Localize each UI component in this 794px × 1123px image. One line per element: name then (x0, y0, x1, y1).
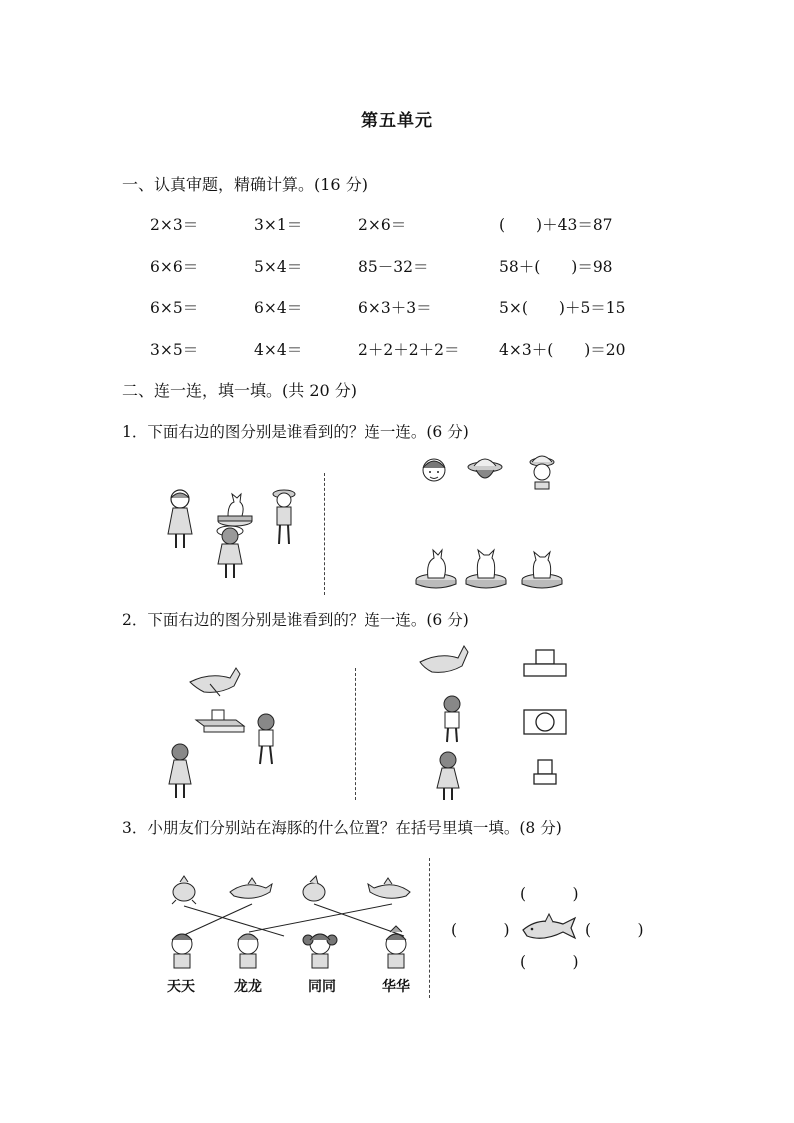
bird-icon (190, 668, 240, 696)
q2-views-column (520, 648, 570, 788)
cat-view-2-icon (466, 550, 506, 588)
girl-back-figure-icon (217, 526, 243, 578)
calc-item: 6×3＋3＝ (358, 299, 432, 317)
q3-scene-illustration (164, 874, 420, 970)
bird-viewer-icon (420, 646, 468, 672)
kid-name-label: 华华 (382, 979, 410, 995)
center-dolphin-icon (519, 912, 579, 944)
kid-name-label: 同同 (308, 979, 336, 995)
hat-back-view-icon (468, 459, 502, 478)
question-2-text: 2．下面右边的图分别是谁看到的？连一连。(6 分) (122, 611, 469, 629)
q2-divider (355, 668, 356, 800)
front-view-shape-icon (524, 650, 566, 676)
boy-side-view-icon (530, 456, 554, 489)
calc-item: 5×4＝ (254, 258, 303, 276)
kid-huahua-icon (386, 926, 406, 968)
cat-view-3-icon (522, 552, 562, 588)
section-1-heading: 一、认真审题，精确计算。(16 分) (122, 175, 368, 194)
q1-scene-illustration (160, 486, 310, 581)
dolphin-front-view-icon (172, 876, 196, 904)
calc-item: 2×6＝ (358, 216, 407, 234)
kid-name-label: 天天 (167, 979, 195, 995)
calc-item: 58＋( )＝98 (499, 258, 613, 276)
blank-right[interactable]: ( ) (585, 921, 644, 939)
kid-tiantian-icon (172, 934, 192, 968)
blank-front[interactable]: ( ) (520, 885, 579, 903)
cat-on-stand-icon (218, 494, 252, 526)
question-3-text: 3．小朋友们分别站在海豚的什么位置？在括号里填一填。(8 分) (122, 819, 562, 837)
question-1-text: 1．下面右边的图分别是谁看到的？连一连。(6 分) (122, 423, 469, 441)
q3-divider (429, 858, 430, 998)
girl-face-view-icon (423, 459, 445, 481)
dolphin-side-right-icon (368, 878, 410, 898)
calc-item: 2×3＝ (150, 216, 199, 234)
calc-item: 4×3＋( )＝20 (499, 341, 626, 359)
calc-item: 85－32＝ (358, 258, 429, 276)
dolphin-side-left-icon (230, 878, 272, 898)
q2-viewers-column (418, 642, 478, 802)
girl-figure-icon (168, 490, 192, 548)
section-2-heading: 二、连一连，填一填。(共 20 分) (122, 381, 358, 400)
cat-view-1-icon (416, 550, 456, 588)
block-object-icon (196, 710, 244, 732)
kid-name-label: 龙龙 (234, 979, 262, 995)
dolphin-back-view-icon (303, 876, 325, 901)
calc-item: 6×5＝ (150, 299, 199, 317)
boy-with-hat-figure-icon (273, 490, 295, 544)
girl-figure-icon (169, 744, 191, 798)
blank-left[interactable]: ( ) (451, 921, 510, 939)
page-title: 第五单元 (361, 111, 433, 131)
connect-line (249, 904, 392, 932)
boy-viewer-icon (444, 696, 460, 742)
q1-views-cats (414, 546, 574, 592)
calc-item: 3×5＝ (150, 341, 199, 359)
calc-item: 3×1＝ (254, 216, 303, 234)
connect-line (184, 906, 284, 936)
calc-item: 6×6＝ (150, 258, 199, 276)
blank-back[interactable]: ( ) (520, 953, 579, 971)
calc-item: 4×4＝ (254, 341, 303, 359)
calc-item: 2＋2＋2＋2＝ (358, 341, 460, 359)
q1-divider (324, 473, 325, 595)
calc-item: ( )＋43＝87 (499, 216, 613, 234)
calc-item: 6×4＝ (254, 299, 303, 317)
girl-viewer-icon (437, 752, 459, 800)
q2-scene-illustration (160, 664, 290, 802)
calc-item: 5×( )＋5＝15 (499, 299, 626, 317)
kid-longlong-icon (238, 934, 258, 968)
kid-tongtong-icon (303, 934, 337, 968)
boy-figure-icon (258, 714, 274, 764)
side-view-shape-icon (534, 760, 556, 784)
q1-views-heads (418, 452, 568, 490)
top-view-shape-icon (524, 710, 566, 734)
